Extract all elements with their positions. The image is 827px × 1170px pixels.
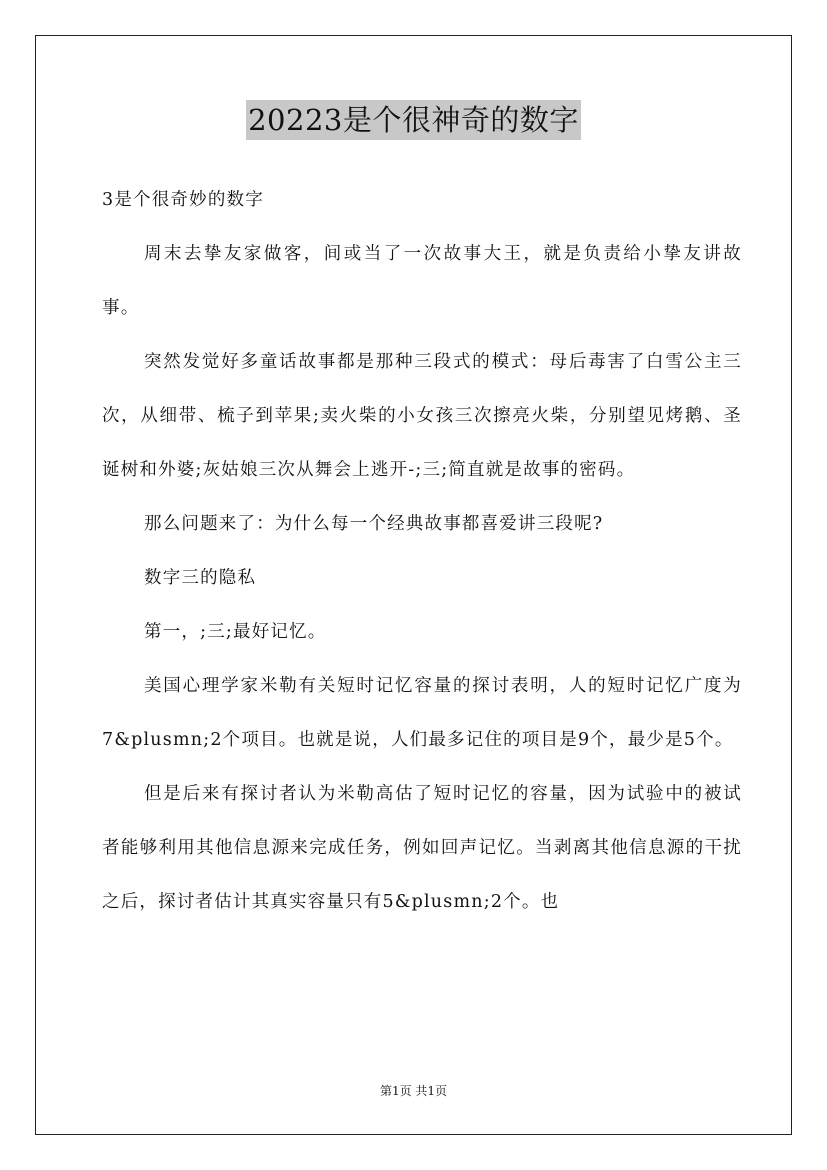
paragraph: 突然发觉好多童话故事都是那种三段式的模式：母后毒害了白雪公主三次，从细带、梳子到苹果;卖火柴的小女孩三次擦亮火柴，分别望见烤鹅、圣诞树和外婆;灰姑娘三次从舞会上逃开-;三;简直就是故事的密码。	[102, 352, 742, 480]
paragraph: 周末去挚友家做客，间或当了一次故事大王，就是负责给小挚友讲故事。	[102, 244, 742, 318]
paragraph: 第一，;三;最好记忆。	[144, 622, 327, 642]
title-container	[0, 100, 827, 140]
paragraph: 美国心理学家米勒有关短时记忆容量的探讨表明，人的短时记忆广度为7&plusmn;2个项目。也就是说，人们最多记住的项目是9个，最少是5个。	[102, 676, 742, 750]
page-footer: 第1页 共1页	[379, 1084, 448, 1098]
paragraph: 数字三的隐私	[144, 568, 257, 588]
paragraph: 3是个很奇妙的数字	[102, 190, 264, 210]
document-body	[102, 173, 742, 929]
document-title: 20223是个很神奇的数字	[246, 100, 581, 140]
paragraph: 那么问题来了：为什么每一个经典故事都喜爱讲三段呢?	[144, 514, 604, 534]
paragraph: 但是后来有探讨者认为米勒高估了短时记忆的容量，因为试验中的被试者能够利用其他信息源来完成任务，例如回声记忆。当剥离其他信息源的干扰之后，探讨者估计其真实容量只有5&plusmn;2个。也	[102, 784, 742, 912]
